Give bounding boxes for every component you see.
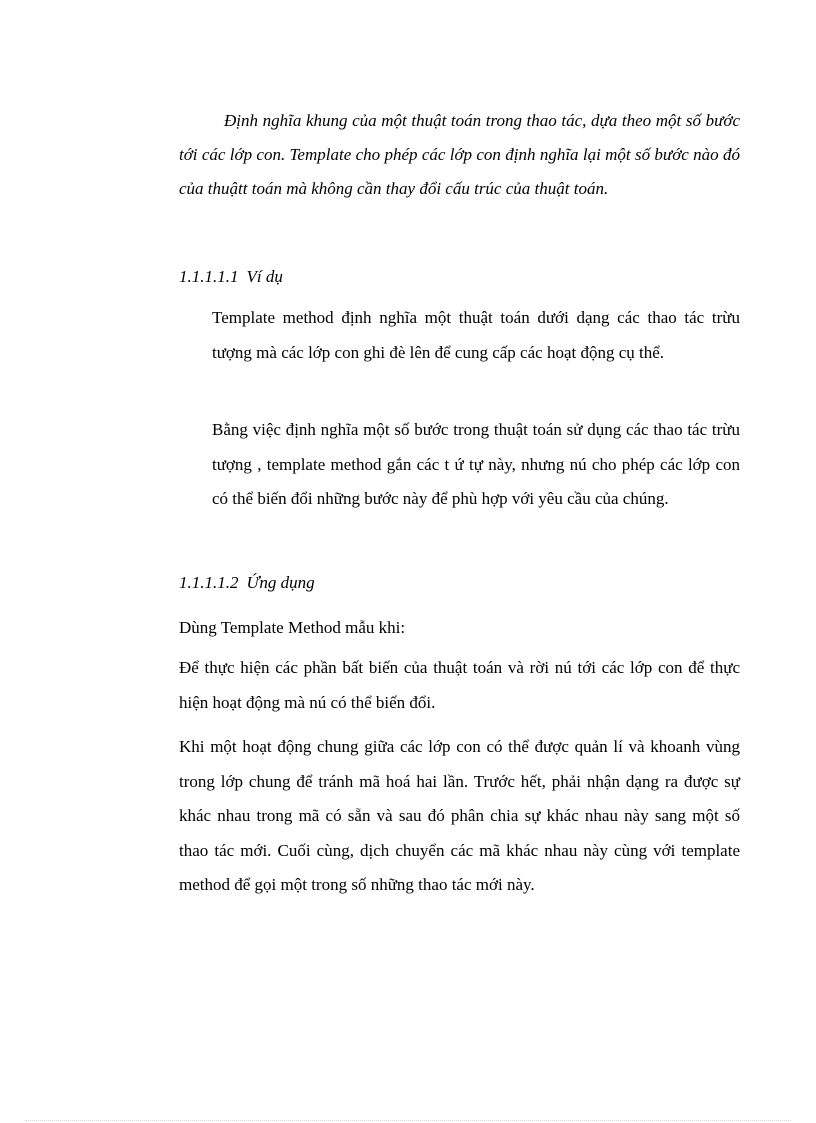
section-number: 1.1.1.1.2 bbox=[179, 573, 239, 592]
page-bottom-divider bbox=[25, 1120, 791, 1121]
section-title: Ví dụ bbox=[246, 267, 283, 286]
section-title: Ứng dụng bbox=[246, 573, 315, 592]
section-number: 1.1.1.1.1 bbox=[179, 267, 239, 286]
section-heading-usage bbox=[179, 571, 315, 595]
example-paragraph-2: Bằng việc định nghĩa một số bước trong thuật toán sử dụng các thao tác trừu tượng , template method gắn các t ứ tự này, nhưng nú cho phép các lớp con có thể biến đổi những bước này để phù hợp với yêu cầu của chúng. bbox=[212, 420, 740, 508]
example-paragraph-1: Template method định nghĩa một thuật toán dưới dạng các thao tác trừu tượng mà các lớp con ghi đè lên để cung cấp các hoạt động cụ thể. bbox=[212, 308, 740, 362]
usage-lead-text: Dùng Template Method mẫu khi: bbox=[179, 618, 406, 637]
usage-paragraph-1: Để thực hiện các phần bất biến của thuật toán và rời nú tới các lớp con để thực hiện hoạt động mà nú có thể biến đổi. bbox=[179, 658, 740, 712]
intro-paragraph: Định nghĩa khung của một thuật toán trong thao tác, dựa theo một số bước tới các lớp con. Template cho phép các lớp con định nghĩa lại một số bước nào đó của thuậtt toán mà không cần thay đổi cấu trúc của thuật toán. bbox=[179, 111, 740, 199]
section-heading-example bbox=[179, 265, 283, 289]
usage-paragraph-2: Khi một hoạt động chung giữa các lớp con có thể được quản lí và khoanh vùng trong lớp chung để tránh mã hoá hai lần. Trước hết, phải nhận dạng ra được sự khác nhau trong mã có sẵn và sau đó phân chia sự khác nhau này sang một số thao tác mới. Cuối cùng, dịch chuyển các mã khác nhau này cùng với template method để gọi một trong số những thao tác mới này. bbox=[179, 737, 740, 894]
